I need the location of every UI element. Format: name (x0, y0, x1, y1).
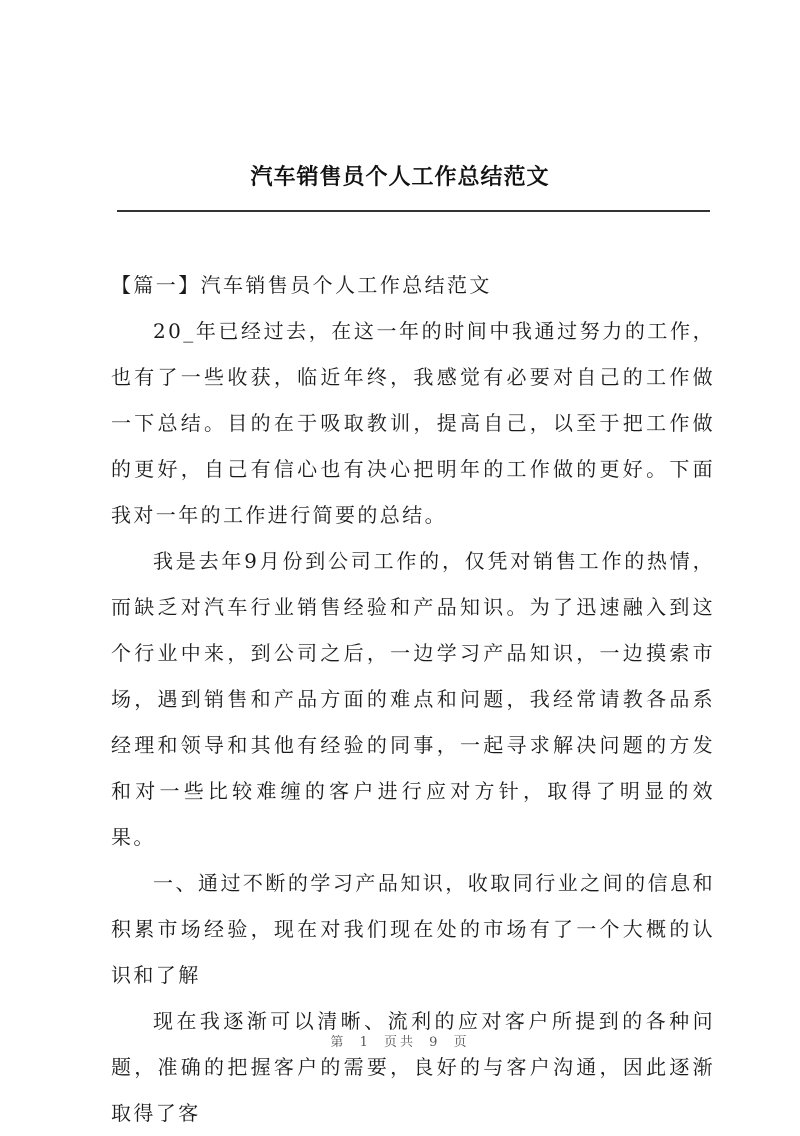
footer-label-of: 页共 (383, 1035, 416, 1050)
document-body (111, 262, 715, 1136)
footer-current-page: 1 (359, 1035, 371, 1050)
footer-label-page: 第 (330, 1035, 347, 1050)
body-paragraph: 20_年已经过去，在这一年的时间中我通过努力的工作，也有了一些收获，临近年终，我感觉有必要对自己的工作做一下总结。目的在于吸取教训，提高自己，以至于把工作做的更好，自己有信心也有决心把明年的工作做的更好。下面我对一年的工作进行简要的总结。 (111, 319, 715, 527)
page-footer (0, 1031, 800, 1050)
document-title: 汽车销售员个人工作总结范文 (250, 165, 550, 190)
body-paragraph: 现在我逐渐可以清晰、流利的应对客户所提到的各种问题，准确的把握客户的需要，良好的与客户沟通，因此逐渐取得了客 (111, 1009, 715, 1125)
section-heading: 【篇一】汽车销售员个人工作总结范文 (111, 273, 492, 297)
footer-label-end: 页 (453, 1035, 470, 1050)
body-paragraph: 我是去年9月份到公司工作的，仅凭对销售工作的热情，而缺乏对汽车行业销售经验和产品知识。为了迅速融入到这个行业中来，到公司之后，一边学习产品知识，一边摸索市场，遇到销售和产品方面的难点和问题，我经常请教各品系经理和领导和其他有经验的同事，一起寻求解决问题的方发和对一些比较难缠的客户进行应对方针，取得了明显的效果。 (111, 549, 715, 849)
title-underline-divider (117, 210, 710, 212)
footer-total-pages: 9 (429, 1035, 441, 1050)
body-paragraph: 一、通过不断的学习产品知识，收取同行业之间的信息和积累市场经验，现在对我们现在处的市场有了一个大概的认识和了解 (111, 871, 715, 987)
